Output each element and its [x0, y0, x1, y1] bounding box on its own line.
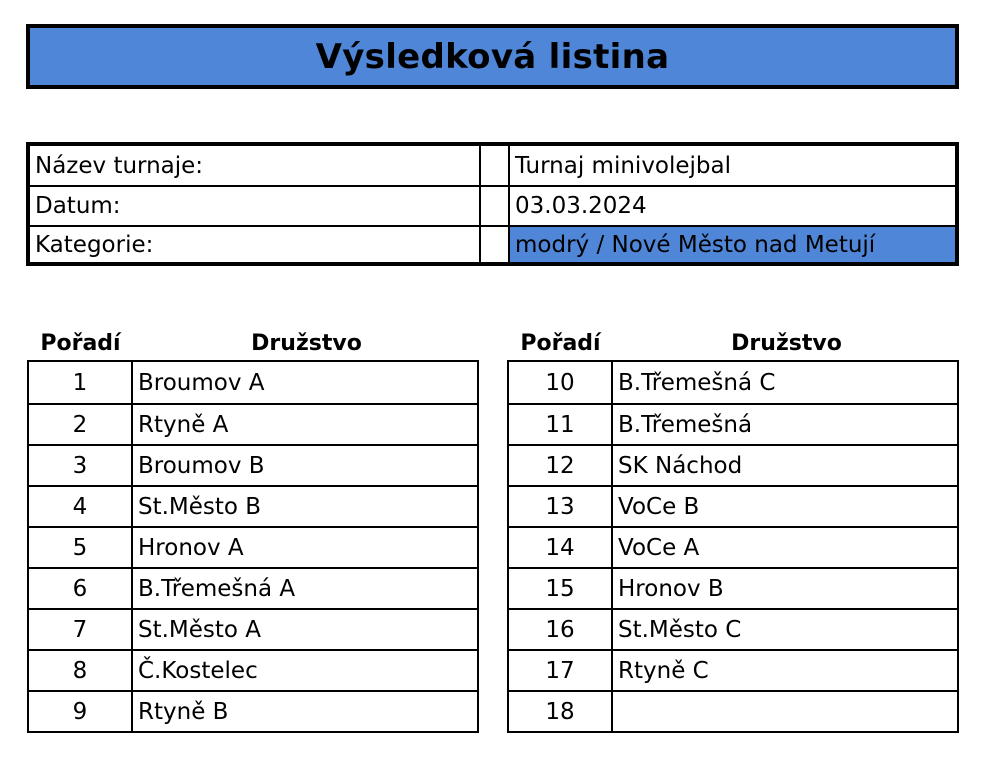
tournament-name-label: Název turnaje: [35, 152, 204, 179]
results-header [27, 326, 479, 360]
team-cell: B.Třemešná C [618, 369, 776, 396]
team-cell: VoCe A [618, 534, 700, 561]
team-cell: Broumov A [138, 369, 265, 396]
team-cell: Č.Kostelec [138, 657, 258, 684]
rank-cell: 16 [509, 610, 613, 649]
team-cell: B.Třemešná [618, 411, 753, 438]
rank-cell: 15 [509, 569, 613, 608]
table-row [29, 649, 477, 690]
table-row [29, 362, 477, 403]
table-row [29, 567, 477, 608]
table-row [29, 608, 477, 649]
info-row-tournament [30, 146, 955, 185]
rank-cell: 4 [29, 487, 133, 526]
rank-column-header: Pořadí [520, 330, 601, 356]
table-row [509, 526, 957, 567]
results-grid [507, 360, 959, 733]
table-row [29, 444, 477, 485]
results-table-right [507, 326, 959, 733]
table-row [509, 362, 957, 403]
rank-cell: 11 [509, 405, 613, 444]
table-row [29, 403, 477, 444]
table-row [29, 526, 477, 567]
rank-column-header: Pořadí [40, 330, 121, 356]
rank-cell: 14 [509, 528, 613, 567]
rank-cell: 10 [509, 362, 613, 403]
rank-cell: 2 [29, 405, 133, 444]
team-cell: St.Město C [618, 616, 742, 643]
team-cell: St.Město B [138, 493, 262, 520]
rank-cell: 12 [509, 446, 613, 485]
page-title: Výsledková listina [315, 36, 670, 77]
date-label: Datum: [35, 193, 121, 219]
column-divider [479, 187, 481, 225]
rank-cell: 1 [29, 362, 133, 403]
table-row [509, 649, 957, 690]
team-cell: VoCe B [618, 493, 700, 520]
results-header [507, 326, 959, 360]
team-cell: Rtyně B [138, 698, 229, 725]
tournament-name-value: Turnaj minivolejbal [515, 152, 732, 179]
table-row [509, 444, 957, 485]
rank-cell: 17 [509, 651, 613, 690]
category-label: Kategorie: [35, 231, 154, 258]
team-cell: Rtyně C [618, 657, 709, 684]
title-bar [26, 24, 959, 89]
rank-cell: 18 [509, 692, 613, 731]
team-cell: Hronov A [138, 534, 244, 561]
rank-cell: 6 [29, 569, 133, 608]
table-row [509, 485, 957, 526]
table-row [29, 485, 477, 526]
team-cell: SK Náchod [618, 452, 743, 479]
team-cell: Hronov B [618, 575, 724, 602]
results-grid [27, 360, 479, 733]
rank-cell: 13 [509, 487, 613, 526]
table-row [509, 690, 957, 731]
team-cell: St.Město A [138, 616, 262, 643]
info-row-category [30, 225, 955, 262]
team-column-header: Družstvo [731, 330, 842, 356]
table-row [509, 608, 957, 649]
info-row-date [30, 185, 955, 225]
table-row [29, 690, 477, 731]
date-value: 03.03.2024 [515, 193, 647, 219]
team-cell: Broumov B [138, 452, 265, 479]
column-divider [479, 227, 481, 262]
table-row [509, 403, 957, 444]
rank-cell: 5 [29, 528, 133, 567]
tournament-info-table [26, 142, 959, 266]
rank-cell: 8 [29, 651, 133, 690]
column-divider [479, 146, 481, 185]
rank-cell: 9 [29, 692, 133, 731]
team-cell [613, 692, 957, 731]
team-column-header: Družstvo [251, 330, 362, 356]
table-row [509, 567, 957, 608]
team-cell: B.Třemešná A [138, 575, 296, 602]
team-cell: Rtyně A [138, 411, 229, 438]
rank-cell: 7 [29, 610, 133, 649]
rank-cell: 3 [29, 446, 133, 485]
results-table-left [27, 326, 479, 733]
category-value: modrý / Nové Město nad Metují [510, 227, 955, 262]
